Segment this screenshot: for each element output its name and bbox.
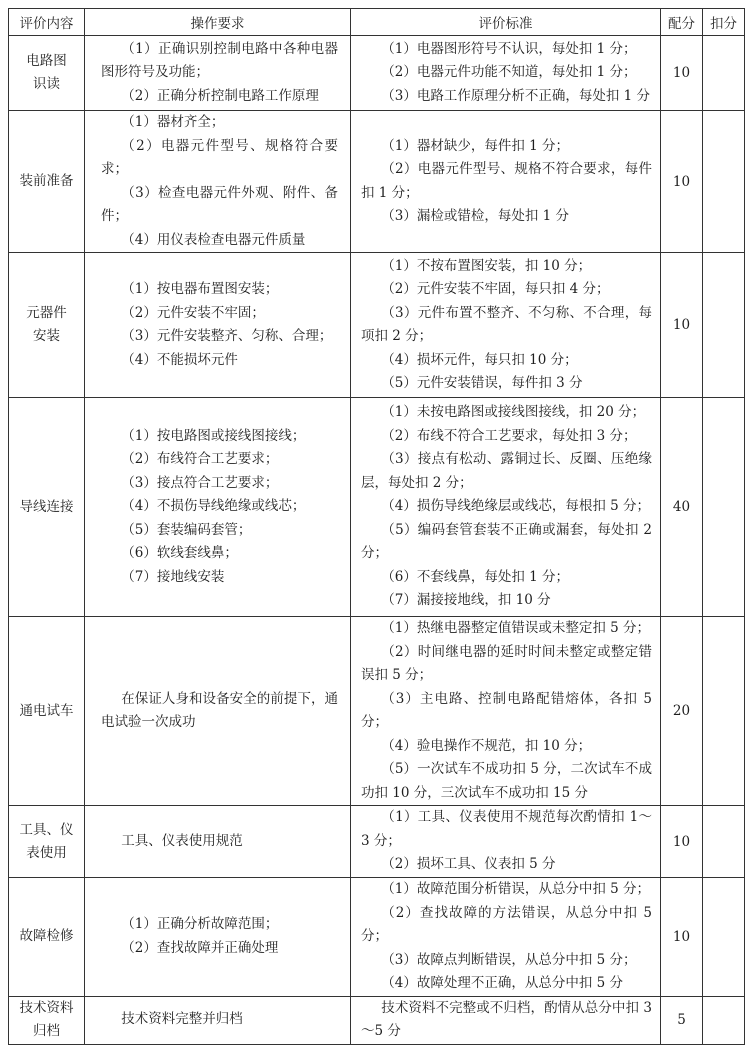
requirement-line: 在保证人身和设备安全的前提下，通电试验一次成功 — [101, 690, 338, 730]
requirement-line: （1）按电器布置图安装； — [121, 281, 279, 297]
score-cell: 20 — [661, 617, 703, 806]
requirement-line: （4）不能损坏元件 — [121, 351, 238, 368]
evaluation-item-cell — [9, 617, 85, 806]
criterion-line: （3）漏检或错检，每处扣 1 分 — [381, 208, 570, 224]
deduction-cell[interactable] — [703, 617, 745, 806]
evaluation-item-cell — [9, 806, 85, 878]
score-cell: 10 — [661, 253, 703, 398]
requirement-line: （6）软线套线鼻； — [121, 545, 238, 562]
requirement-line: 工具、仪表使用规范 — [121, 832, 243, 849]
criterion-line: （3）接点有松动、露铜过长、反圈、压绝缘层，每处扣 2 分； — [361, 451, 652, 491]
evaluation-item-text: 识读 — [33, 76, 60, 92]
score-cell: 10 — [661, 878, 703, 997]
criterion-line: （3）故障点判断错误，从总分中扣 5 分； — [381, 951, 637, 968]
evaluation-item-text: 电路图 — [26, 53, 67, 69]
requirement-line: （2）电器元件型号、规格符合要求； — [101, 137, 338, 177]
requirement-line: （2）布线符合工艺要求； — [121, 451, 279, 468]
criteria-cell — [351, 878, 661, 997]
criterion-line: （3）元件布置不整齐、不匀称、不合理，每项扣 2 分； — [361, 304, 652, 344]
deduction-cell[interactable] — [703, 36, 745, 111]
deduction-cell[interactable] — [703, 111, 745, 253]
score-cell: 40 — [661, 398, 703, 617]
requirement-line: （7）接地线安装 — [121, 568, 225, 585]
evaluation-item-text: 元器件 — [26, 305, 67, 321]
criteria-cell — [351, 996, 661, 1044]
requirement-line: （3）接点符合工艺要求； — [121, 474, 279, 491]
requirement-line: （2）元件安装不牢固； — [121, 304, 265, 321]
requirement-line: 技术资料完整并归档 — [121, 1011, 243, 1028]
requirements-cell — [85, 398, 351, 617]
criterion-line: （1）热继电器整定值错误或未整定扣 5 分； — [381, 620, 651, 636]
evaluation-item-cell — [9, 253, 85, 398]
criterion-line: （4）损坏元件，每只扣 10 分； — [381, 351, 578, 368]
requirements-cell — [85, 996, 351, 1044]
criterion-line: （3）主电路、控制电路配错熔体，各扣 5 分； — [361, 690, 652, 730]
criterion-line: （5）编码套管套装不正确或漏套，每处扣 2 分； — [361, 521, 652, 562]
criterion-line: 技术资料不完整或不归档，酌情从总分中扣 3～5 分 — [361, 999, 652, 1039]
criterion-line: （2）损坏工具、仪表扣 5 分 — [381, 856, 556, 873]
evaluation-item-text: 工具、仪 — [19, 821, 74, 838]
evaluation-item-text: 安装 — [33, 328, 60, 344]
requirements-cell — [85, 253, 351, 398]
table-row — [9, 253, 745, 398]
requirement-line: （3）检查电器元件外观、附件、备件； — [101, 184, 338, 224]
header-criteria: 评价标准 — [351, 9, 661, 36]
criterion-line: （1）工具、仪表使用不规范每次酌情扣 1～3 分； — [361, 809, 652, 849]
requirement-line: （4）不损伤导线绝缘或线芯； — [121, 498, 306, 515]
criterion-line: （2）电器元件型号、规格不符合要求，每件扣 1 分； — [361, 161, 652, 201]
criterion-line: （4）损伤导线绝缘层或线芯，每根扣 5 分； — [381, 498, 651, 515]
requirement-line: （1）器材齐全； — [121, 114, 225, 130]
table-row — [9, 878, 745, 997]
table-body — [9, 36, 745, 1045]
evaluation-item-cell — [9, 36, 85, 111]
criterion-line: （5）元件安装错误，每件扣 3 分 — [381, 375, 583, 391]
evaluation-item-text: 通电试车 — [19, 702, 74, 719]
score-cell: 10 — [661, 36, 703, 111]
deduction-cell[interactable] — [703, 253, 745, 398]
criterion-line: （1）未按电路图或接线图接线，扣 20 分； — [381, 404, 646, 421]
criterion-line: （4）故障处理不正确，从总分中扣 5 分 — [381, 975, 624, 991]
criterion-line: （1）器材缺少，每件扣 1 分； — [381, 137, 570, 154]
criteria-cell — [351, 111, 661, 253]
evaluation-sheet — [8, 8, 744, 1045]
requirement-line: （1）按电路图或接线图接线； — [121, 427, 306, 444]
criterion-line: （4）验电操作不规范，扣 10 分； — [381, 737, 592, 754]
requirements-cell — [85, 111, 351, 253]
evaluation-item-text: 表使用 — [26, 844, 67, 861]
requirement-line: （2）查找故障并正确处理 — [121, 939, 279, 956]
table-row — [9, 111, 745, 253]
header-item: 评价内容 — [9, 9, 85, 36]
criterion-line: （2）元件安装不牢固，每只扣 4 分； — [381, 281, 610, 297]
header-score: 配分 — [661, 9, 703, 36]
score-cell: 5 — [661, 996, 703, 1044]
header-row — [9, 9, 745, 36]
table-row — [9, 398, 745, 617]
evaluation-item-text: 技术资料 — [19, 1000, 74, 1016]
criterion-line: （1）故障范围分析错误，从总分中扣 5 分； — [381, 881, 651, 897]
criterion-line: （7）漏接接地线，扣 10 分 — [381, 592, 551, 609]
header-requirements: 操作要求 — [85, 9, 351, 36]
score-cell: 10 — [661, 806, 703, 878]
criterion-line: （3）电路工作原理分析不正确，每处扣 1 分 — [381, 87, 651, 104]
table-row — [9, 617, 745, 806]
score-cell: 10 — [661, 111, 703, 253]
criterion-line: （5）一次试车不成功扣 5 分，二次试车不成功扣 10 分，三次试车不成功扣 15 分 — [361, 761, 652, 801]
requirements-cell — [85, 806, 351, 878]
criteria-cell — [351, 398, 661, 617]
criterion-line: （1）不按布置图安装，扣 10 分； — [381, 257, 592, 274]
criterion-line: （6）不套线鼻，每处扣 1 分； — [381, 568, 570, 585]
requirements-cell — [85, 617, 351, 806]
criterion-line: （2）布线不符合工艺要求，每处扣 3 分； — [381, 427, 637, 444]
table-row — [9, 806, 745, 878]
evaluation-item-cell — [9, 878, 85, 997]
requirement-line: （1）正确识别控制电路中各种电器图形符号及功能； — [101, 40, 338, 81]
criterion-line: （2）查找故障的方法错误，从总分中扣 5 分； — [361, 904, 652, 944]
evaluation-item-text: 归档 — [33, 1023, 60, 1039]
evaluation-item-text: 故障检修 — [19, 928, 74, 945]
deduction-cell[interactable] — [703, 996, 745, 1044]
requirement-line: （5）套装编码套管； — [121, 521, 252, 538]
table-row — [9, 996, 745, 1044]
requirement-line: （4）用仪表检查电器元件质量 — [121, 231, 306, 248]
criterion-line: （1）电器图形符号不认识，每处扣 1 分； — [381, 40, 637, 57]
requirement-line: （1）正确分析故障范围； — [121, 916, 279, 933]
requirement-line: （3）元件安装整齐、匀称、合理； — [121, 328, 333, 344]
requirement-line: （2）正确分析控制电路工作原理 — [121, 87, 319, 104]
evaluation-item-cell — [9, 111, 85, 253]
table-row — [9, 36, 745, 111]
criterion-line: （2）电器元件功能不知道，每处扣 1 分； — [381, 64, 637, 81]
criterion-line: （2）时间继电器的延时时间未整定或整定错误扣 5 分； — [361, 643, 652, 683]
evaluation-item-text: 装前准备 — [19, 173, 74, 189]
criteria-cell — [351, 36, 661, 111]
deduction-cell[interactable] — [703, 806, 745, 878]
evaluation-item-text: 导线连接 — [19, 498, 74, 515]
requirements-cell — [85, 878, 351, 997]
header-deduction: 扣分 — [703, 9, 745, 36]
deduction-cell[interactable] — [703, 398, 745, 617]
requirements-cell — [85, 36, 351, 111]
criteria-cell — [351, 806, 661, 878]
evaluation-item-cell — [9, 996, 85, 1044]
criteria-cell — [351, 253, 661, 398]
deduction-cell[interactable] — [703, 878, 745, 997]
criteria-cell — [351, 617, 661, 806]
evaluation-table — [8, 8, 745, 1045]
evaluation-item-cell — [9, 398, 85, 617]
